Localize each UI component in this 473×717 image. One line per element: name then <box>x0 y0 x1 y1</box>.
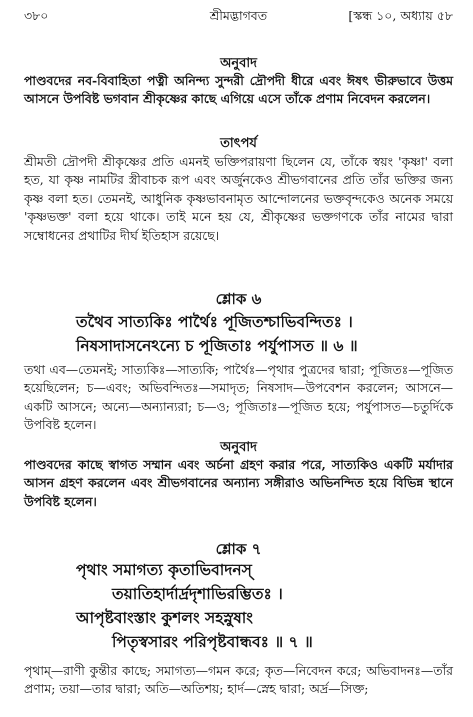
book-title: শ্রীমদ্ভাগবত <box>209 8 268 23</box>
page-header <box>24 8 453 26</box>
shloka-7-line-2: তয়াতিহার্দার্দ্রদৃশাভিরম্ভিতঃ । <box>112 584 283 603</box>
synonyms-7: পৃথাম্—রাণী কুন্তীর কাছে; সমাগত্য—গমন করে; কৃত—নিবেদন করে; অভিবাদনঃ—তাঁর প্রণাম; তয়া—তার দ্বারা; অতি—অতিশয়; হার্দ—স্নেহ দ্বারা; অর্দ্র—সিক্ত; <box>24 663 453 697</box>
tatparya-text: শ্রীমতী দ্রৌপদী শ্রীকৃষ্ণের প্রতি এমনই ভক্তিপরায়ণা ছিলেন যে, তাঁকে স্বয়ং 'কৃষ্ণা' বলা হত, যা কৃষ্ণ নামটির স্ত্রীবাচক রূপ এবং অর্জুনকেও শ্রীভগবানের প্রতি তাঁর ভক্তির জন্য কৃষ্ণ বলা হত। তেমনই, আধুনিক কৃষ্ণভাবনামৃত আন্দোলনের ভক্তবৃন্দকেও অনেক সময়ে 'কৃষ্ণভক্ত' বলা হয়ে থাকে। তাই মনে হয় যে, শ্রীকৃষ্ণের ভক্তগণকে তাঁর নামের দ্বারা সম্বোধনের প্রথাটির দীর্ঘ ইতিহাস রয়েছে। <box>24 154 453 243</box>
anubad-heading-1: অনুবাদ <box>220 56 257 71</box>
shloka-7-line-4: পিতৃস্বসারং পরিপৃষ্টবান্ধবঃ ॥ ৭ ॥ <box>112 632 313 651</box>
shloka-6-line-2: নিষসাদাসনেঽন্যে চ পূজিতাঃ পর্যুপাসত ॥ ৬ ॥ <box>76 336 358 355</box>
anubad-text-1: পাণ্ডবদের নব-বিবাহিতা পত্নী অনিন্দ্য সুন্দরী দ্রৌপদী ধীরে এবং ঈষৎ ভীরুভাবে উত্তম আসনে উপবিষ্ট ভগবান শ্রীকৃষ্ণের কাছে এগিয়ে এসে তাঁকে প্রণাম নিবেদন করলেন। <box>24 73 453 107</box>
shloka-7-heading: শ্লোক ৭ <box>215 540 262 558</box>
shloka-7-line-3: আপৃষ্টবাংস্তাং কুশলং সহস্নুষাং <box>76 608 253 627</box>
anubad-heading-2: অনুবাদ <box>220 440 257 455</box>
tatparya-heading: তাৎপর্য <box>220 136 257 151</box>
synonyms-6: তথা এব—তেমনই; সাত্যকিঃ—সাত্যকি; পার্থৈঃ—পৃথার পুত্রদের দ্বারা; পূজিতঃ—পূজিত হয়েছিলেন; চ—এবং; অভিবন্দিতঃ—সমাদৃত; নিষসাদ—উপবেশন করলেন; আসনে—একটি আসনে; অন্যে—অন্যান্যরা; চ—ও; পূজিতাঃ—পূজিত হয়ে; পর্যুপাসত—চতুর্দিকে উপবিষ্ট হলেন। <box>24 362 453 433</box>
shloka-6-heading: শ্লোক ৬ <box>215 290 262 308</box>
shloka-6-line-1: তথৈব সাত্যকিঃ পার্থৈঃ পূজিতশ্চাভিবন্দিতঃ । <box>76 312 353 331</box>
chapter-reference: [স্কন্ধ ১০, অধ্যায় ৫৮ <box>348 8 453 23</box>
shloka-7-line-1: পৃথাং সমাগত্য কৃতাভিবাদনস্ <box>76 560 252 579</box>
anubad-text-2: পাণ্ডবদের কাছে স্বাগত সম্মান এবং অর্চনা গ্রহণ করার পরে, সাত্যকিও একটি মর্যাদার আসন গ্রহণ করলেন এবং শ্রীভগবানের অন্যান্য সঙ্গীরাও অভিনন্দিত হয়ে বিভিন্ন স্থানে উপবিষ্ট হলেন। <box>24 457 453 509</box>
page-number: ৩৮০ <box>24 8 49 23</box>
